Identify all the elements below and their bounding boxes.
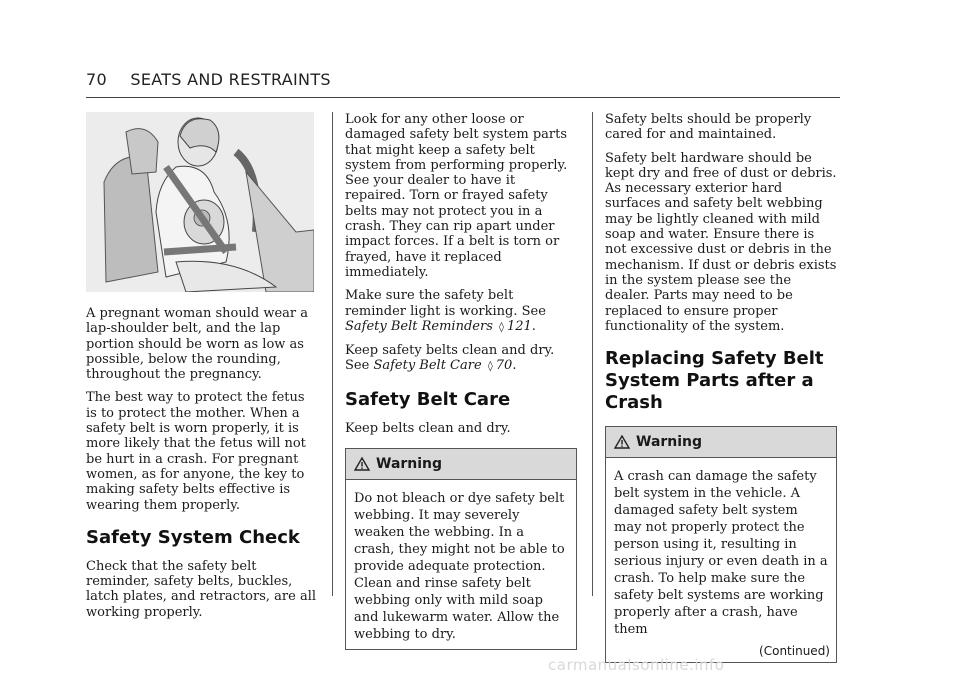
watermark: carmanualsonline.info <box>548 656 725 674</box>
paragraph: The best way to protect the fetus is to protect the mother. When a safety belt is worn properly, it is more likely that the fetus will not be hurt in a crash. For pregnant women, as for anyone, the key to making safety belts effective is wearing them properly. <box>86 390 306 513</box>
warning-triangle-icon <box>354 457 370 471</box>
figure-caption: A pregnant woman should wear a lap-shoulder belt, and the lap portion should be worn as low as possible, below the rounding, throughout the pregnancy. <box>86 306 308 383</box>
pregnant-woman-illustration <box>86 112 314 292</box>
paragraph-text: Keep safety belts clean and dry. See <box>345 343 555 374</box>
warning-box <box>345 448 577 650</box>
page-ref-icon: ◊ <box>499 321 504 333</box>
column-divider <box>592 112 593 596</box>
cross-reference-link[interactable]: Safety Belt Reminders <box>345 318 493 334</box>
paragraph: Keep belts clean and dry. <box>345 420 511 436</box>
warning-body <box>606 458 836 644</box>
warning-body <box>346 480 576 649</box>
warning-title: Warning <box>636 434 703 451</box>
page-header <box>86 70 331 89</box>
warning-header <box>346 449 576 480</box>
page-reference[interactable]: 70 <box>495 358 513 374</box>
cross-reference-link[interactable]: Safety Belt Care <box>373 358 482 374</box>
paragraph: Make sure the safety belt reminder light is working. See Safety Belt Reminders ◊ 121. <box>345 288 546 334</box>
header-rule <box>86 97 840 98</box>
column-1 <box>86 112 318 628</box>
page-number: 70 <box>86 70 107 89</box>
paragraph: Keep safety belts clean and dry. See Safety Belt Care ◊ 70. <box>345 343 555 374</box>
paragraph: Check that the safety belt reminder, safety belts, buckles, latch plates, and retractors, are all working properly. <box>86 558 317 620</box>
section-heading: Safety System Check <box>86 526 300 548</box>
section-title: SEATS AND RESTRAINTS <box>130 70 331 89</box>
warning-title: Warning <box>376 456 443 473</box>
section-heading: Replacing Safety Belt System Parts after a Crash <box>605 348 824 414</box>
column-3 <box>605 112 837 663</box>
column-divider <box>332 112 333 596</box>
page-ref-icon: ◊ <box>487 361 493 373</box>
warning-header <box>606 427 836 458</box>
warning-box <box>605 426 837 663</box>
column-2 <box>345 112 577 650</box>
paragraph: Look for any other loose or damaged safety belt system parts that might keep a safety belt system from performing properly. See your dealer to have it repaired. Torn or frayed safety belts may not protect you in a crash. They can rip apart under impact forces. If a belt is torn or frayed, have it replaced immediately. <box>345 112 568 280</box>
warning-text: Do not bleach or dye safety belt webbing. It may severely weaken the webbing. In a crash, they might not be able to provide adequate protection. Clean and rinse safety belt webbing only with mild soap and lukewarm water. Allow the webbing to dry. <box>354 491 565 643</box>
paragraph: Safety belt hardware should be kept dry and free of dust or debris. As necessary exterior hard surfaces and safety belt webbing may be lightly cleaned with mild soap and water. Ensure there is not excessive dust or debris in the mechanism. If dust or debris exists in the system please see the dealer. Parts may need to be replaced to ensure proper functionality of the system. <box>605 150 837 334</box>
section-heading: Safety Belt Care <box>345 388 511 410</box>
warning-triangle-icon <box>614 435 630 449</box>
continued-label: (Continued) <box>759 644 830 659</box>
paragraph: Safety belts should be properly cared for and maintained. <box>605 112 812 143</box>
page-reference[interactable]: 121 <box>506 318 532 334</box>
paragraph-text: Make sure the safety belt reminder light is working. See <box>345 288 546 319</box>
warning-text: A crash can damage the safety belt system in the vehicle. A damaged safety belt system may not properly protect the person using it, resulting in serious injury or even death in a crash. To help make sure the safety belt systems are working properly after a crash, have them <box>614 469 828 638</box>
